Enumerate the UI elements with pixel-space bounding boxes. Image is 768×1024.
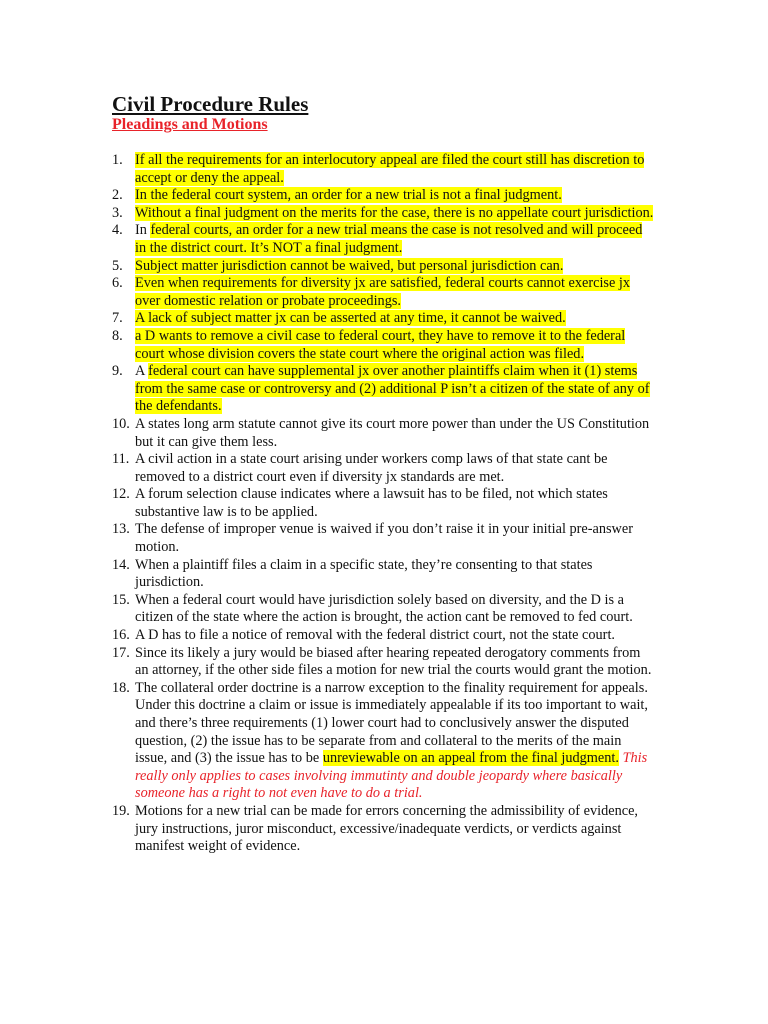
highlighted-text: a D wants to remove a civil case to federal court, they have to remove it to the federal court whose division covers the state court where the original action was filed. <box>135 327 626 362</box>
list-item-number: 11. <box>112 451 130 468</box>
list-item-number: 6. <box>112 275 123 292</box>
highlighted-text: In the federal court system, an order for a new trial is not a final judgment. <box>135 187 562 204</box>
list-item-number: 4. <box>112 222 123 239</box>
list-item-text: A civil action in a state court arising under workers comp laws of that state cant be removed to a district court even if diversity jx standards are met. <box>135 451 608 485</box>
list-item-number: 9. <box>112 363 123 380</box>
list-item-number: 14. <box>112 556 130 573</box>
list-item-text: In <box>135 222 151 239</box>
list-item-number: 10. <box>112 415 130 432</box>
list-item-number: 13. <box>112 521 130 538</box>
list-item-text: Since its likely a jury would be biased after hearing repeated derogatory comments from an attorney, if the other side files a motion for new trial the courts would grant the motion. <box>135 644 652 679</box>
list-item <box>112 310 657 328</box>
list-item <box>112 275 657 310</box>
list-item <box>112 486 657 521</box>
highlighted-text: Even when requirements for diversity jx are satisfied, federal courts cannot exercise jx over domestic relation or probate proceedings. <box>135 275 631 309</box>
list-item <box>112 205 657 223</box>
list-item <box>112 416 657 451</box>
list-item-text: A states long arm statute cannot give its court more power than under the US Constitution but it can give them less. <box>135 415 650 450</box>
list-item <box>112 328 657 363</box>
list-item <box>112 645 657 680</box>
list-item-text: The collateral order doctrine is a narrow exception to the finality requirement for appeals. Under this doctrine a claim or issue is immediately appealable if its too important to wait, and there’s three requirements (1) lower court had to conclusively answer the disputed question, (2) the issue has to be separate from and collateral to the merits of the main issue, and (3) the issue has to be <box>135 679 648 767</box>
list-item <box>112 592 657 627</box>
highlighted-text: If all the requirements for an interlocutory appeal are filed the court still has discretion to accept or deny the appeal. <box>135 152 645 186</box>
list-item-number: 5. <box>112 257 123 274</box>
highlighted-text: Without a final judgment on the merits for the case, there is no appellate court jurisdiction. <box>135 204 654 221</box>
list-item-number: 19. <box>112 802 130 819</box>
list-item-number: 3. <box>112 204 123 221</box>
list-item-text: A <box>135 363 149 380</box>
list-item-number: 2. <box>112 187 123 204</box>
section-heading: Pleadings and Motions <box>112 116 268 133</box>
list-item-number: 8. <box>112 327 123 344</box>
rules-list <box>112 152 657 856</box>
list-item-text: A forum selection clause indicates where a lawsuit has to be filed, not which states substantive law is to be applied. <box>135 486 608 520</box>
highlighted-text: A lack of subject matter jx can be asserted at any time, it cannot be waived. <box>135 310 566 327</box>
list-item <box>112 222 657 257</box>
list-item-number: 16. <box>112 627 130 644</box>
highlighted-text: Subject matter jurisdiction cannot be waived, but personal jurisdiction can. <box>135 257 564 274</box>
list-item-number: 1. <box>112 152 123 168</box>
highlighted-text: federal courts, an order for a new trial means the case is not resolved and will proceed in the district court. It’s NOT a final judgment. <box>135 222 643 256</box>
list-item <box>112 363 657 416</box>
list-item-text: Motions for a new trial can be made for errors concerning the admissibility of evidence, jury instructions, juror misconduct, excessive/inadequate verdicts, or verdicts against manifest weight of evidence. <box>135 802 639 855</box>
list-item <box>112 521 657 556</box>
list-item <box>112 680 657 803</box>
list-item <box>112 451 657 486</box>
list-item <box>112 187 657 205</box>
list-item-text: The defense of improper venue is waived if you don’t raise it in your initial pre-answer motion. <box>135 521 633 556</box>
list-item-text: When a federal court would have jurisdiction solely based on diversity, and the D is a citizen of the state where the action is brought, the action cant be removed to fed court. <box>135 591 633 626</box>
annotation-note: This really only applies to cases involving immutinty and double jeopardy where basically someone has a right to not even have to do a trial. <box>135 750 648 802</box>
document-title: Civil Procedure Rules <box>112 92 309 116</box>
list-item <box>112 258 657 276</box>
highlighted-text: federal court can have supplemental jx over another plaintiffs claim when it (1) stems from the same case or controversy and (2) additional P isn’t a citizen of the state of any of the defendants. <box>135 363 650 415</box>
list-item <box>112 627 657 645</box>
list-item-number: 7. <box>112 310 123 327</box>
list-item <box>112 557 657 592</box>
list-item-text: When a plaintiff files a claim in a specific state, they’re consenting to that states jurisdiction. <box>135 556 593 591</box>
list-item-text: A D has to file a notice of removal with the federal district court, not the state court. <box>135 627 615 644</box>
highlighted-text: unreviewable on an appeal from the final judgment. <box>322 750 619 767</box>
list-item <box>112 803 657 856</box>
list-item-number: 18. <box>112 679 130 696</box>
list-item-number: 15. <box>112 591 130 608</box>
list-item-number: 12. <box>112 486 130 503</box>
list-item <box>112 152 657 187</box>
list-item-number: 17. <box>112 644 130 661</box>
